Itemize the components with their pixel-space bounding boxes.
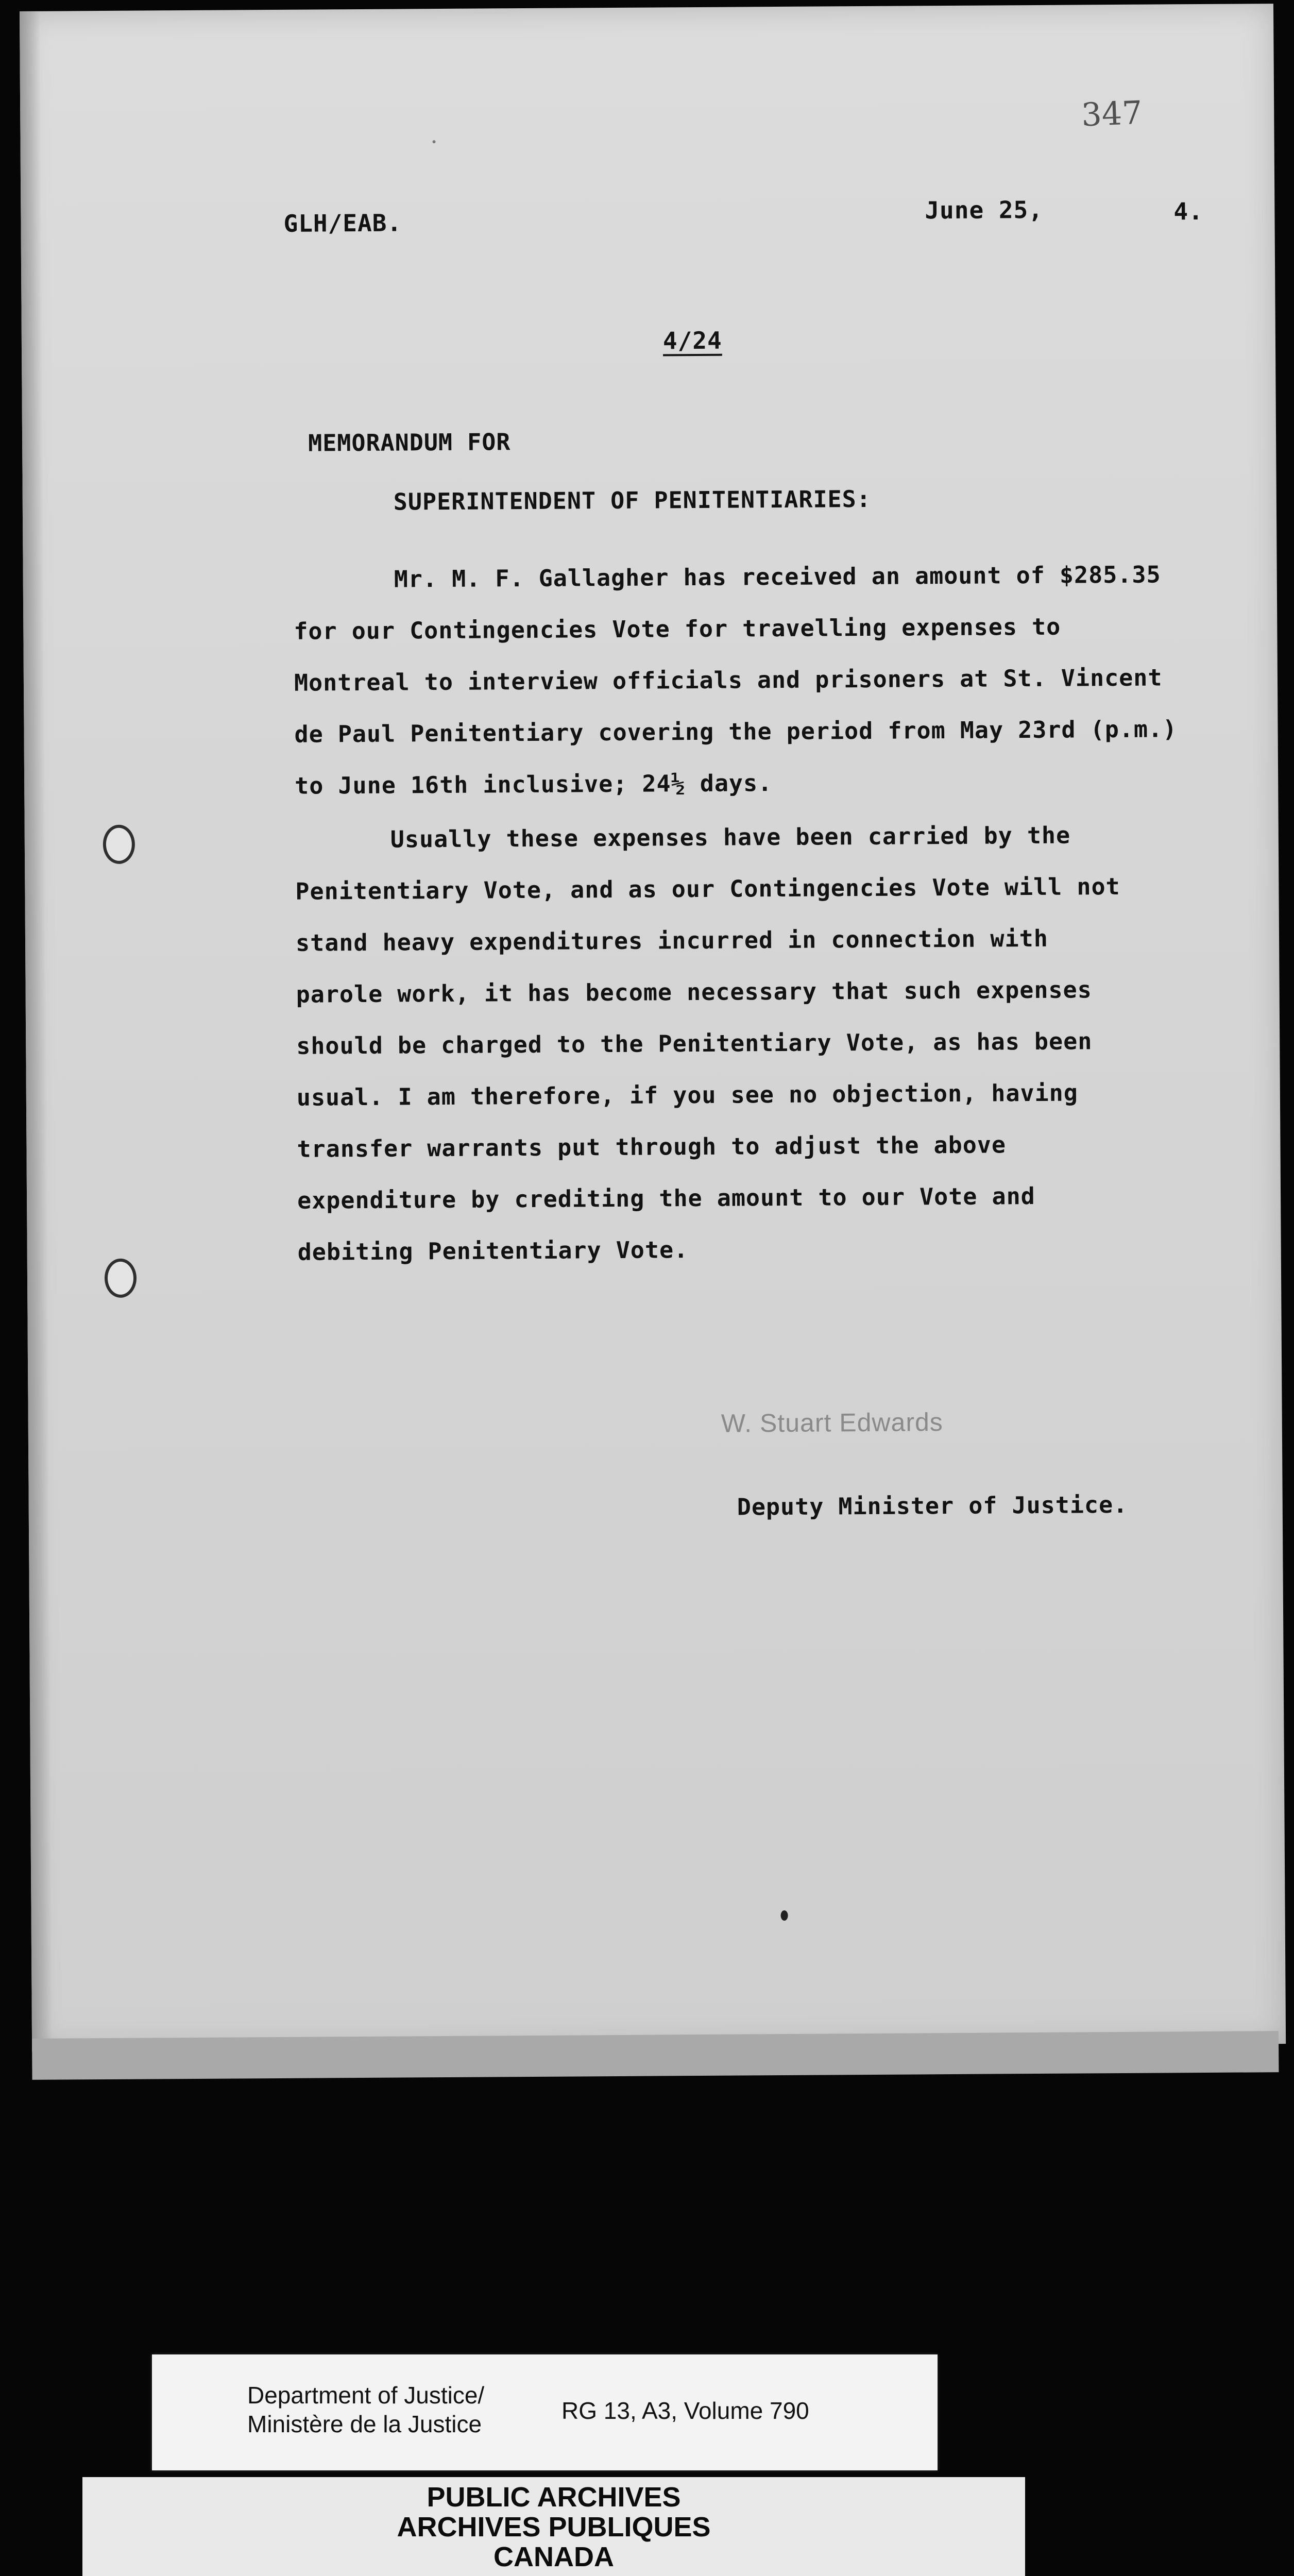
- memo-body: [294, 560, 1294, 1287]
- paper-bottom-edge: [32, 2031, 1279, 2080]
- body-line: Usually these expenses have been carried by the: [390, 821, 1071, 853]
- public-archives-stamp: [82, 2477, 1025, 2576]
- memo-date: June 25,: [925, 195, 1044, 225]
- paper-edge-shadow: [20, 11, 53, 2052]
- body-line: stand heavy expenditures incurred in connection with: [295, 924, 1049, 957]
- body-line: should be charged to the Penitentiary Vote, as has been: [296, 1027, 1093, 1060]
- body-line: Montreal to interview officials and prisoners at St. Vincent: [294, 664, 1163, 697]
- department-name-fr: Ministère de la Justice: [247, 2411, 482, 2437]
- archive-reference-label: [152, 2354, 938, 2470]
- memo-page: [20, 4, 1286, 2052]
- body-line: transfer warrants put through to adjust the above: [297, 1131, 1007, 1163]
- signature-stamp: W. Stuart Edwards: [721, 1408, 943, 1438]
- body-line: expenditure by crediting the amount to our Vote and: [297, 1182, 1035, 1214]
- department-name-en: Department of Justice/: [247, 2382, 485, 2409]
- memo-heading: MEMORANDUM FOR: [308, 428, 511, 457]
- ink-speck: [433, 140, 436, 143]
- body-line: debiting Penitentiary Vote.: [297, 1236, 689, 1266]
- body-line: for our Contingencies Vote for travelling expenses to: [294, 613, 1061, 645]
- body-line: de Paul Penitentiary covering the period from May 23rd (p.m.): [294, 715, 1178, 748]
- archives-line-en: PUBLIC ARCHIVES: [427, 2482, 681, 2513]
- body-line: Penitentiary Vote, and as our Contingencies Vote will not: [295, 872, 1120, 905]
- folio-number: 347: [1080, 93, 1144, 134]
- punch-hole-icon: [105, 1259, 137, 1298]
- memo-addressee: SUPERINTENDENT OF PENITENTIARIES:: [393, 485, 872, 516]
- record-group-reference: RG 13, A3, Volume 790: [561, 2397, 809, 2424]
- signatory-title: Deputy Minister of Justice.: [737, 1490, 1128, 1521]
- body-line: parole work, it has become necessary that such expenses: [296, 976, 1092, 1008]
- punch-hole-icon: [103, 825, 135, 864]
- file-number: 4/24: [662, 326, 722, 355]
- reference-initials: GLH/EAB.: [283, 209, 402, 238]
- ink-speck: [781, 1910, 788, 1921]
- archives-line-fr: ARCHIVES PUBLIQUES: [397, 2512, 711, 2543]
- page-marker: 4.: [1173, 197, 1203, 226]
- archives-line-country: CANADA: [493, 2541, 614, 2572]
- body-line: usual. I am therefore, if you see no objection, having: [296, 1079, 1079, 1111]
- body-line: to June 16th inclusive; 24½ days.: [295, 769, 773, 800]
- body-line: Mr. M. F. Gallagher has received an amount of $285.35: [394, 561, 1161, 593]
